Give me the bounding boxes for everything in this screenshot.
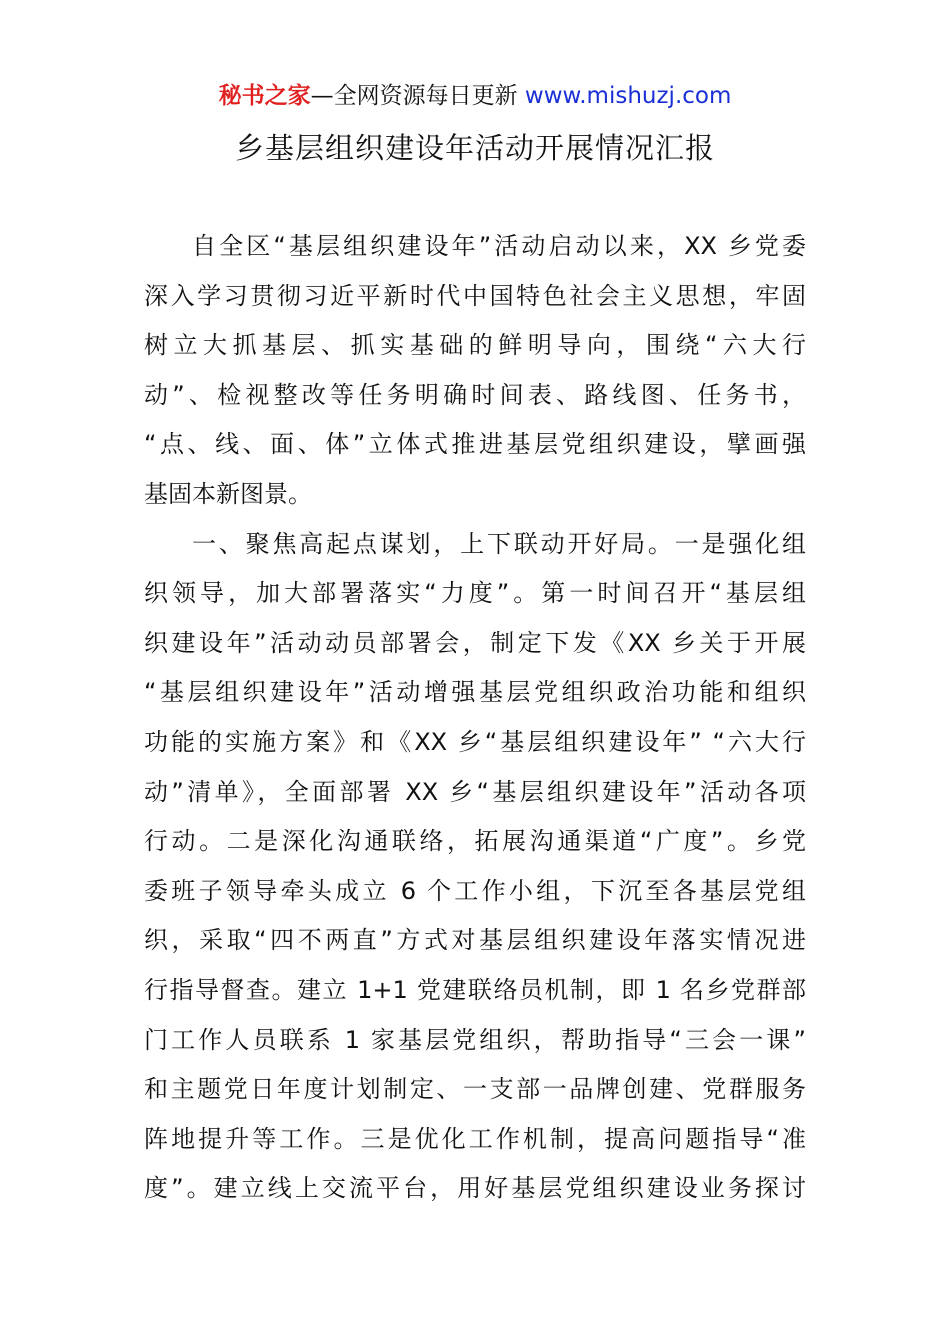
paragraph-line: 基固本新图景。 bbox=[144, 479, 312, 508]
document-body bbox=[144, 222, 806, 1214]
paragraph-line: “点、线、面、体”立体式推进基层党组织建设，擘画强 bbox=[144, 430, 806, 459]
paragraph-line: 行指导督查。建立 1+1 党建联络员机制，即 1 名乡党群部 bbox=[144, 975, 806, 1004]
paragraph-line: 织，采取“四不两直”方式对基层组织建设年落实情况进 bbox=[144, 926, 806, 955]
paragraph-line: 门工作人员联系 1 家基层党组织，帮助指导“三会一课” bbox=[144, 1025, 806, 1054]
document-title: 乡基层组织建设年活动开展情况汇报 bbox=[234, 131, 715, 165]
paragraph-line: 阵地提升等工作。三是优化工作机制，提高问题指导“准 bbox=[144, 1124, 806, 1153]
brand-name: 秘书之家 bbox=[218, 83, 311, 109]
paragraph-line: 动”、检视整改等任务明确时间表、路线图、任务书， bbox=[144, 380, 806, 409]
site-url-link[interactable]: www.mishuzj.com bbox=[524, 83, 732, 109]
paragraph-line: 行动。二是深化沟通联络，拓展沟通渠道“广度”。乡党 bbox=[144, 827, 806, 856]
paragraph-line: 委班子领导牵头成立 6 个工作小组，下沉至各基层党组 bbox=[144, 876, 806, 905]
paragraph-line: 和主题党日年度计划制定、一支部一品牌创建、党群服务 bbox=[144, 1075, 806, 1104]
paragraph-line: 度”。建立线上交流平台，用好基层党组织建设业务探讨 bbox=[144, 1174, 806, 1203]
header-tagline: —全网资源每日更新 bbox=[310, 83, 525, 109]
site-header bbox=[0, 80, 950, 112]
paragraph-line: 一、聚焦高起点谋划，上下联动开好局。一是强化组 bbox=[192, 529, 806, 558]
paragraph-line: 织建设年”活动动员部署会，制定下发《XX 乡关于开展 bbox=[144, 628, 806, 657]
paragraph-line: “基层组织建设年”活动增强基层党组织政治功能和组织 bbox=[144, 678, 806, 707]
paragraph-line: 动”清单》，全面部署 XX 乡“基层组织建设年”活动各项 bbox=[144, 777, 806, 806]
paragraph-line: 树立大抓基层、抓实基础的鲜明导向，围绕“六大行 bbox=[144, 331, 806, 360]
paragraph-section-one bbox=[144, 520, 806, 1214]
paragraph-line: 织领导，加大部署落实“力度”。第一时间召开“基层组 bbox=[144, 579, 806, 608]
paragraph-line: 深入学习贯彻习近平新时代中国特色社会主义思想，牢固 bbox=[144, 281, 806, 310]
paragraph-line: 自全区“基层组织建设年”活动启动以来，XX 乡党委 bbox=[192, 232, 806, 260]
paragraph-intro bbox=[144, 222, 806, 520]
paragraph-line: 功能的实施方案》和《XX 乡“基层组织建设年” “六大行 bbox=[144, 727, 806, 756]
